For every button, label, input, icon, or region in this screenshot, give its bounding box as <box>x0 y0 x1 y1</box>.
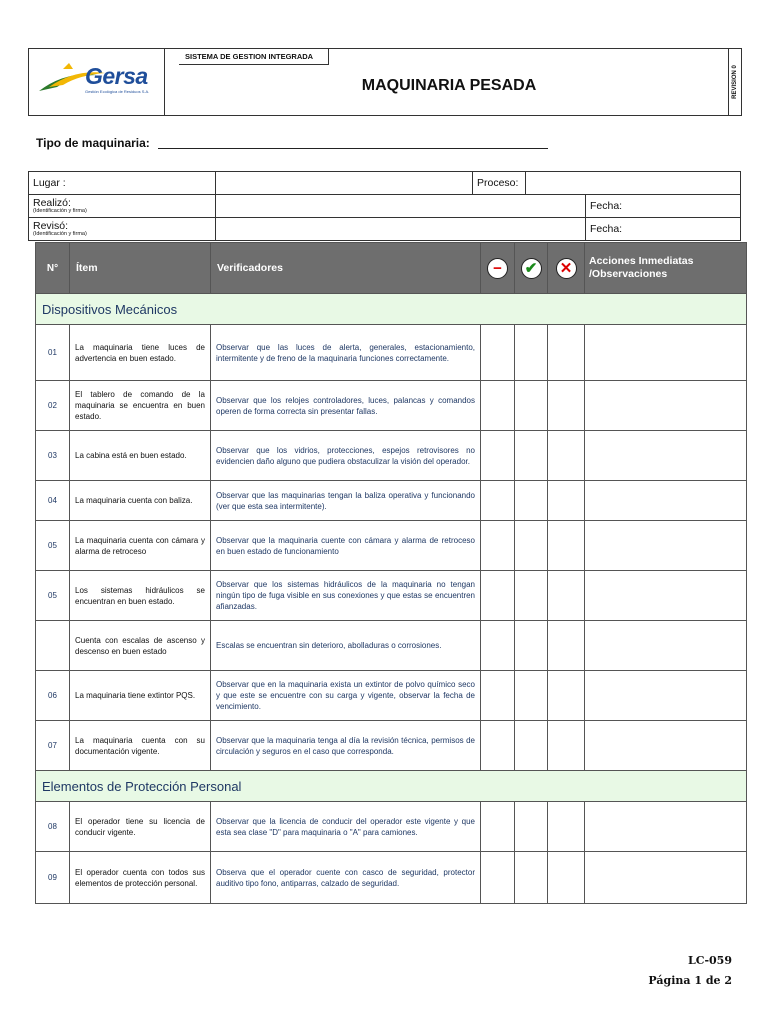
row-observaciones[interactable] <box>585 671 747 721</box>
check-icon: ✔ <box>521 258 542 279</box>
col-num-header: N° <box>36 243 70 294</box>
realizo-cell <box>29 195 216 218</box>
row-observaciones[interactable] <box>585 571 747 621</box>
brand-tagline: Gestión Ecológica de Residuos S.A. <box>85 89 150 94</box>
tipo-input-line[interactable] <box>158 148 548 149</box>
row-check-ok[interactable] <box>515 802 548 852</box>
row-check-no[interactable] <box>481 325 515 381</box>
row-check-no[interactable] <box>481 571 515 621</box>
row-check-fail[interactable] <box>548 721 585 771</box>
row-check-ok[interactable] <box>515 325 548 381</box>
row-verificador: Observar que la licencia de conducir del operador este vigente y que esta sea clase "D" para maquinaria o "A" para camiones. <box>211 802 481 852</box>
row-check-ok[interactable] <box>515 671 548 721</box>
row-item: Cuenta con escalas de ascenso y descenso en buen estado <box>70 621 211 671</box>
row-check-ok[interactable] <box>515 481 548 521</box>
col-verificadores-header: Verificadores <box>211 243 481 294</box>
revision-label: REVISION 0 <box>732 65 738 99</box>
row-check-no[interactable] <box>481 381 515 431</box>
row-verificador: Observar que la maquinaria tenga al día la revisión técnica, permisos de circulación y seguros en el caso que corresponda. <box>211 721 481 771</box>
row-check-no[interactable] <box>481 852 515 904</box>
revision-box <box>728 49 741 115</box>
row-verificador: Escalas se encuentran sin deterioro, abolladuras o corrosiones. <box>211 621 481 671</box>
section-row <box>36 771 747 802</box>
table-row <box>36 671 747 721</box>
row-check-ok[interactable] <box>515 381 548 431</box>
section-row <box>36 294 747 325</box>
row-observaciones[interactable] <box>585 802 747 852</box>
row-observaciones[interactable] <box>585 381 747 431</box>
row-check-no[interactable] <box>481 431 515 481</box>
row-item: El operador tiene su licencia de conducir vigente. <box>70 802 211 852</box>
row-item: La maquinaria tiene luces de advertencia en buen estado. <box>70 325 211 381</box>
row-check-no[interactable] <box>481 521 515 571</box>
row-check-ok[interactable] <box>515 521 548 571</box>
row-number: 04 <box>36 481 70 521</box>
table-header-row <box>36 243 747 294</box>
page-number: Página 1 de 2 <box>648 974 732 987</box>
row-check-fail[interactable] <box>548 802 585 852</box>
row-verificador: Observar que las luces de alerta, generales, estacionamiento, intermitente y de freno de la maquinaria funciones correctamente. <box>211 325 481 381</box>
row-item: La maquinaria cuenta con su documentación vigente. <box>70 721 211 771</box>
row-number <box>36 621 70 671</box>
cross-icon: ✕ <box>556 258 577 279</box>
info-table <box>28 171 741 241</box>
row-check-fail[interactable] <box>548 621 585 671</box>
row-observaciones[interactable] <box>585 521 747 571</box>
proceso-label: Proceso: <box>473 172 526 195</box>
table-row <box>36 802 747 852</box>
row-check-fail[interactable] <box>548 852 585 904</box>
reviso-label: Revisó: <box>33 220 69 232</box>
row-item: La maquinaria tiene extintor PQS. <box>70 671 211 721</box>
row-verificador: Observar que en la maquinaria exista un extintor de polvo químico seco y que este se encuentre con su carga y vigente, observar la fecha de vencimiento. <box>211 671 481 721</box>
row-observaciones[interactable] <box>585 621 747 671</box>
col-acciones-header: Acciones Inmediatas /Observaciones <box>585 243 747 294</box>
reviso-field[interactable] <box>216 218 586 241</box>
table-row <box>36 431 747 481</box>
row-number: 05 <box>36 521 70 571</box>
row-check-ok[interactable] <box>515 431 548 481</box>
row-verificador: Observar que la maquinaria cuente con cámara y alarma de retroceso en buen estado de funcionamiento <box>211 521 481 571</box>
table-row <box>36 325 747 381</box>
realizo-field[interactable] <box>216 195 586 218</box>
row-verificador: Observa que el operador cuente con casco de seguridad, protector auditivo tipo fono, antiparras, calzado de seguridad. <box>211 852 481 904</box>
row-number: 01 <box>36 325 70 381</box>
table-row <box>36 481 747 521</box>
row-check-ok[interactable] <box>515 721 548 771</box>
col-item-header: Ítem <box>70 243 211 294</box>
col-fail-header <box>548 243 585 294</box>
page-title: MAQUINARIA PESADA <box>361 77 537 94</box>
section-title: Elementos de Protección Personal <box>36 771 747 802</box>
row-verificador: Observar que las maquinarias tengan la baliza operativa y funcionando (ver que esta sea intermitente). <box>211 481 481 521</box>
fecha-label-2: Fecha: <box>586 218 741 241</box>
row-verificador: Observar que los sistemas hidráulicos de la maquinaria no tengan ningún tipo de fuga visible en sus conexiones y que estas se encuentren afianzadas. <box>211 571 481 621</box>
minus-icon: − <box>487 258 508 279</box>
row-check-no[interactable] <box>481 621 515 671</box>
row-check-fail[interactable] <box>548 571 585 621</box>
row-check-fail[interactable] <box>548 431 585 481</box>
row-number: 09 <box>36 852 70 904</box>
reviso-note: (Identificación y firma) <box>33 231 87 237</box>
logo-area <box>29 49 165 115</box>
row-check-fail[interactable] <box>548 481 585 521</box>
row-check-fail[interactable] <box>548 671 585 721</box>
fecha-label-1: Fecha: <box>586 195 741 218</box>
doc-code: LC-059 <box>687 954 732 967</box>
row-number: 05 <box>36 571 70 621</box>
row-check-ok[interactable] <box>515 571 548 621</box>
system-label: SISTEMA DE GESTION INTEGRADA <box>179 49 329 65</box>
row-observaciones[interactable] <box>585 325 747 381</box>
proceso-field[interactable] <box>526 172 741 195</box>
row-item: El operador cuenta con todos sus elementos de protección personal. <box>70 852 211 904</box>
row-observaciones[interactable] <box>585 721 747 771</box>
row-number: 07 <box>36 721 70 771</box>
row-check-fail[interactable] <box>548 521 585 571</box>
row-observaciones[interactable] <box>585 431 747 481</box>
row-item: Los sistemas hidráulicos se encuentran en buen estado. <box>70 571 211 621</box>
document-header <box>28 48 742 116</box>
row-check-fail[interactable] <box>548 381 585 431</box>
row-check-ok[interactable] <box>515 852 548 904</box>
table-row <box>36 621 747 671</box>
table-row <box>36 571 747 621</box>
row-number: 03 <box>36 431 70 481</box>
realizo-label: Realizó: <box>33 197 71 209</box>
section-title: Dispositivos Mecánicos <box>36 294 747 325</box>
row-check-no[interactable] <box>481 721 515 771</box>
col-ok-header <box>515 243 548 294</box>
row-item: La maquinaria cuenta con baliza. <box>70 481 211 521</box>
reviso-cell <box>29 218 216 241</box>
realizo-note: (Identificación y firma) <box>33 208 87 214</box>
row-check-no[interactable] <box>481 671 515 721</box>
row-item: La cabina está en buen estado. <box>70 431 211 481</box>
row-item: La maquinaria cuenta con cámara y alarma de retroceso <box>70 521 211 571</box>
row-check-no[interactable] <box>481 802 515 852</box>
table-row <box>36 852 747 904</box>
row-number: 06 <box>36 671 70 721</box>
table-row <box>36 381 747 431</box>
row-verificador: Observar que los relojes controladores, luces, palancas y comandos operen de forma correcta sin presentar fallas. <box>211 381 481 431</box>
tipo-label: Tipo de maquinaria: <box>36 136 150 150</box>
brand-name: Gersa <box>85 63 148 89</box>
row-observaciones[interactable] <box>585 852 747 904</box>
row-verificador: Observar que los vidrios, protecciones, espejos retrovisores no evidencien daño alguno que pudiera obstaculizar la visión del operador. <box>211 431 481 481</box>
table-row <box>36 521 747 571</box>
table-row <box>36 721 747 771</box>
row-item: El tablero de comando de la maquinaria se encuentra en buen estado. <box>70 381 211 431</box>
lugar-label: Lugar : <box>29 172 216 195</box>
row-observaciones[interactable] <box>585 481 747 521</box>
row-number: 08 <box>36 802 70 852</box>
lugar-field[interactable] <box>216 172 473 195</box>
row-check-ok[interactable] <box>515 621 548 671</box>
row-check-fail[interactable] <box>548 325 585 381</box>
row-number: 02 <box>36 381 70 431</box>
col-no-header <box>481 243 515 294</box>
checklist-table <box>35 242 747 904</box>
row-check-no[interactable] <box>481 481 515 521</box>
